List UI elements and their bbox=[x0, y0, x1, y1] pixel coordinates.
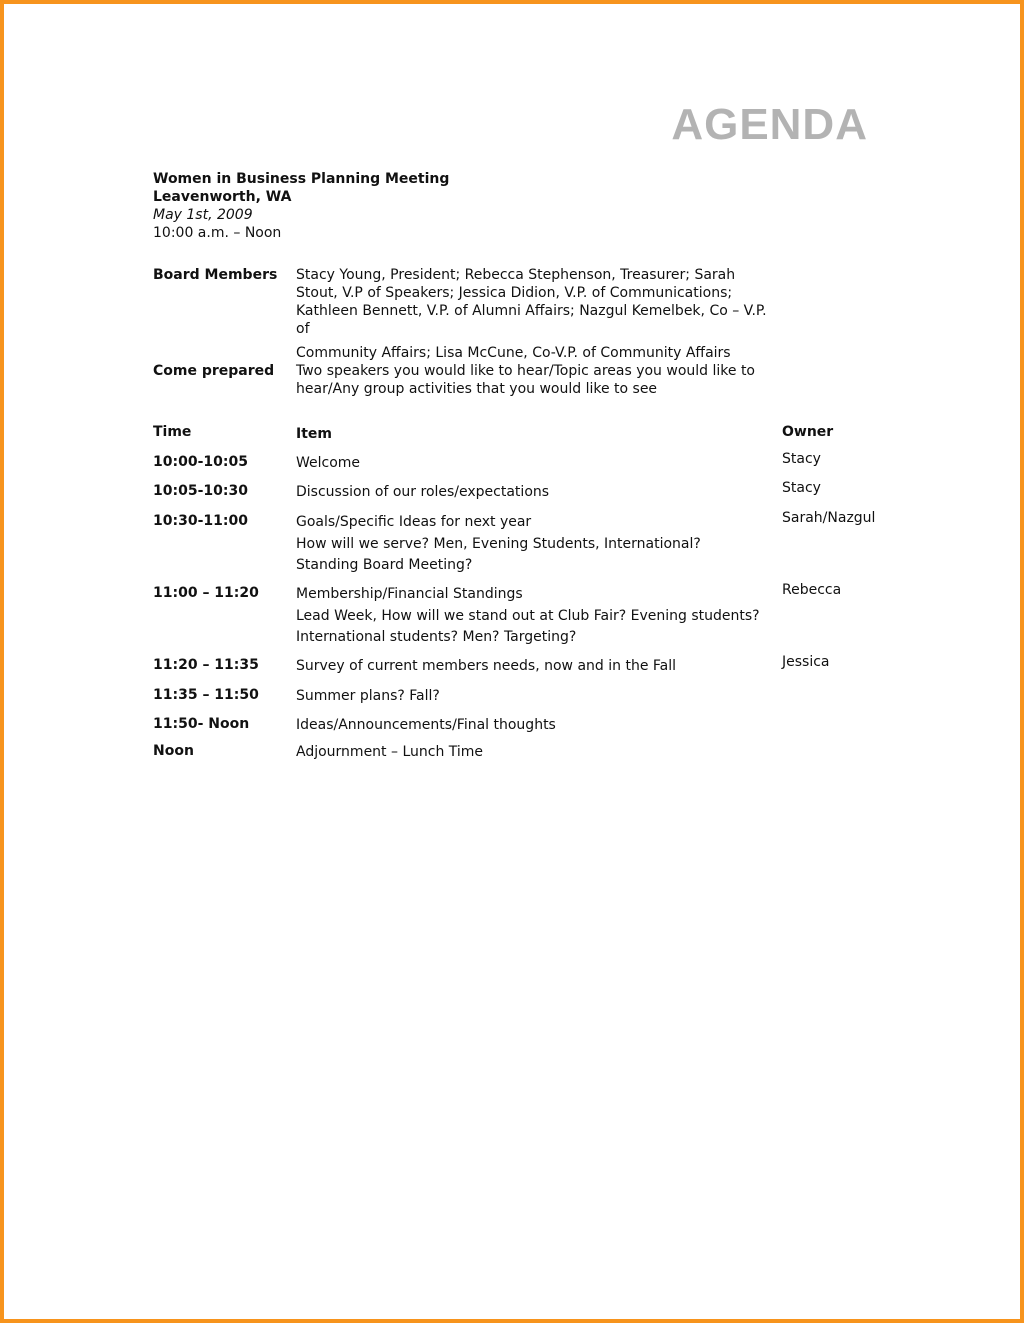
row-owner: Stacy bbox=[782, 480, 821, 496]
page-title: AGENDA bbox=[671, 100, 868, 149]
header-item: Item bbox=[296, 426, 332, 442]
row-item bbox=[296, 512, 701, 577]
meeting-header bbox=[153, 170, 449, 242]
row-item-line: Ideas/Announcements/Final thoughts bbox=[296, 717, 556, 733]
row-item bbox=[296, 482, 549, 504]
row-time: Noon bbox=[153, 743, 194, 759]
board-members-label: Board Members bbox=[153, 267, 278, 283]
row-time: 10:00-10:05 bbox=[153, 454, 248, 470]
row-item bbox=[296, 742, 483, 764]
meeting-location: Leavenworth, WA bbox=[153, 189, 292, 205]
row-item-line: Discussion of our roles/expectations bbox=[296, 484, 550, 500]
row-time: 11:20 – 11:35 bbox=[153, 657, 259, 673]
header-owner: Owner bbox=[782, 424, 834, 440]
row-time: 10:30-11:00 bbox=[153, 513, 248, 529]
row-item-line: Welcome bbox=[296, 455, 361, 471]
come-prepared-text: Two speakers you would like to hear/Topic areas you would like to hear/Any group activities that you would like to see bbox=[296, 363, 755, 397]
come-prepared-label: Come prepared bbox=[153, 363, 275, 379]
row-item-line: International students? Men? Targeting? bbox=[296, 629, 577, 645]
row-item-line: Summer plans? Fall? bbox=[296, 688, 440, 704]
row-item-line: Survey of current members needs, now and in the Fall bbox=[296, 658, 677, 674]
row-item-line: Lead Week, How will we stand out at Club Fair? Evening students? bbox=[296, 607, 760, 624]
row-item-line: How will we serve? Men, Evening Students, International? bbox=[296, 535, 701, 552]
header-time: Time bbox=[153, 424, 192, 440]
row-item bbox=[296, 686, 440, 708]
meeting-name: Women in Business Planning Meeting bbox=[153, 171, 450, 187]
row-item-line: Standing Board Meeting? bbox=[296, 557, 473, 573]
board-members-line2: Community Affairs; Lisa McCune, Co-V.P. of Community Affairs bbox=[296, 345, 731, 361]
row-time: 10:05-10:30 bbox=[153, 483, 248, 499]
row-owner: Sarah/Nazgul bbox=[782, 510, 876, 526]
row-item bbox=[296, 656, 676, 678]
row-item bbox=[296, 715, 556, 737]
row-time: 11:50- Noon bbox=[153, 716, 250, 732]
row-item bbox=[296, 453, 360, 475]
row-item-line: Adjournment – Lunch Time bbox=[296, 744, 484, 760]
row-time: 11:35 – 11:50 bbox=[153, 687, 259, 703]
row-owner: Rebecca bbox=[782, 582, 842, 598]
row-item-line: Membership/Financial Standings bbox=[296, 586, 523, 602]
row-item-line: Goals/Specific Ideas for next year bbox=[296, 514, 532, 530]
row-item bbox=[296, 584, 760, 649]
row-owner: Jessica bbox=[782, 654, 830, 670]
meeting-time: 10:00 a.m. – Noon bbox=[153, 225, 282, 241]
meeting-date: May 1st, 2009 bbox=[153, 207, 253, 223]
row-time: 11:00 – 11:20 bbox=[153, 585, 259, 601]
row-owner: Stacy bbox=[782, 451, 821, 467]
board-members-line1: Stacy Young, President; Rebecca Stephenson, Treasurer; Sarah Stout, V.P of Speakers; Jessica Didion, V.P. of Communications; Kathleen Bennett, V.P. of Alumni Affairs; Nazgul Kemelbek, Co – V.P. of bbox=[296, 267, 767, 337]
board-members-text bbox=[296, 266, 776, 362]
